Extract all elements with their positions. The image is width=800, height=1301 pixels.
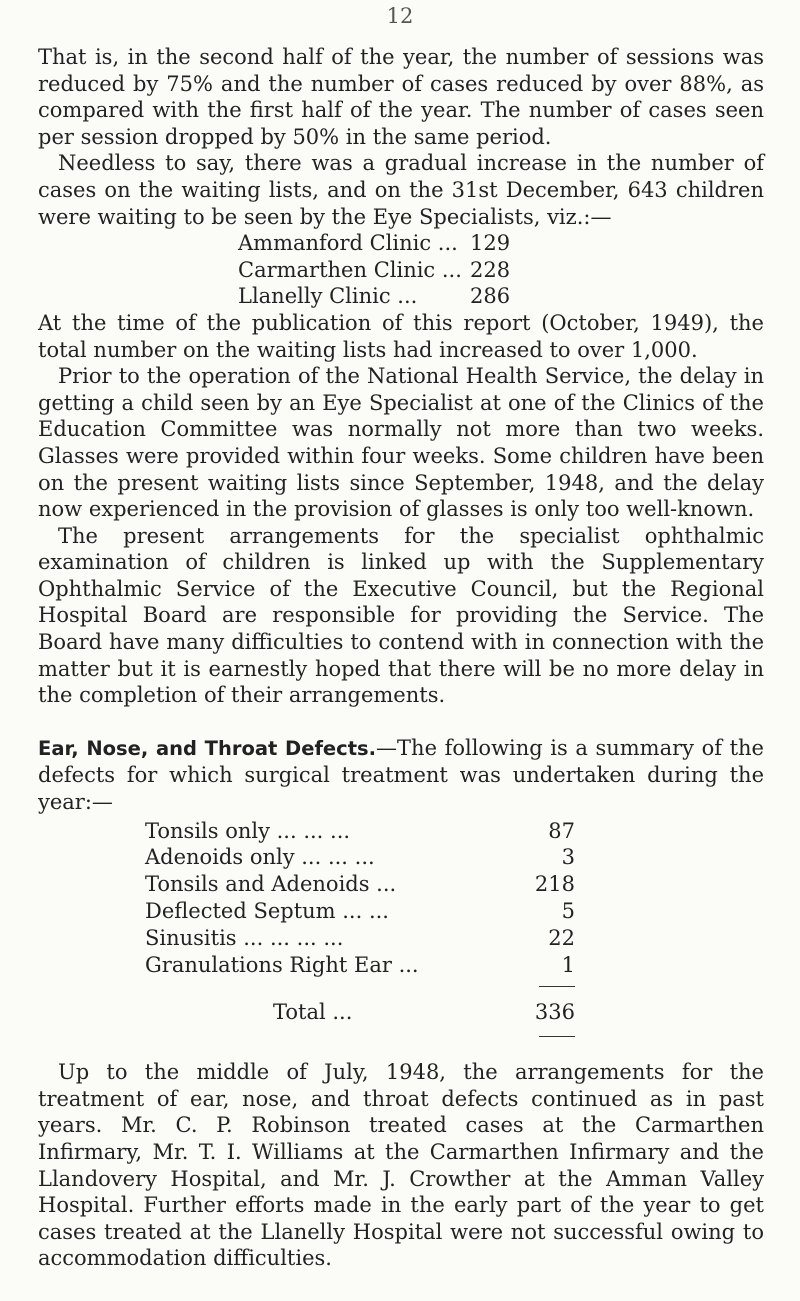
- clinic-count: 129: [470, 231, 511, 256]
- clinic-count: 228: [470, 257, 511, 282]
- clinic-name: Carmarthen Clinic ...: [238, 257, 462, 282]
- paragraph-waiting-lists: Needless to say, there was a gradual increase in the number of cases on the waiting lists, and on the 31st December, 643 children were waiting to be seen by the Eye Specialists, viz.:—: [38, 151, 764, 229]
- total-row: [145, 999, 575, 1026]
- paragraph-sessions: That is, in the second half of the year, the number of sessions was reduced by 75% and the number of cases reduced by over 88%, as compared with the first half of the year. The number of cases seen per session dropped by 50% in the same period.: [38, 45, 764, 149]
- defect-count: 3: [561, 845, 575, 870]
- paragraph-publication: At the time of the publication of this report (October, 1949), the total number on the waiting lists had increased to over 1,000.: [38, 310, 764, 362]
- total-label: Total ...: [273, 1000, 353, 1025]
- defect-count: 22: [548, 925, 575, 950]
- defect-label: Tonsils only ... ... ...: [145, 818, 351, 843]
- page-number: 12: [386, 4, 414, 28]
- clinic-row: [238, 230, 764, 257]
- table-row: [145, 898, 575, 925]
- defect-count: 1: [561, 952, 575, 977]
- defects-table: [145, 818, 575, 1038]
- table-row: [145, 871, 575, 898]
- paragraph-arrangements: The present arrangements for the specialist ophthalmic examination of children is linked up with the Supplementary Ophthalmic Service of the Executive Council, but the Regional Hospital Board are responsible for providing the Service. The Board have many difficulties to contend with in connection with the matter but it is earnestly hoped that there will be no more delay in the completion of their arrangements.: [38, 523, 764, 708]
- defect-count: 218: [534, 872, 575, 897]
- table-row: [145, 818, 575, 845]
- paragraph-ent-intro: [38, 735, 764, 816]
- defect-label: Deflected Septum ... ...: [145, 899, 389, 924]
- section-heading-ent: Ear, Nose, and Throat Defects.: [38, 736, 377, 760]
- clinic-row: [238, 257, 764, 284]
- sum-rule: [539, 986, 575, 987]
- defect-label: Granulations Right Ear ...: [145, 952, 419, 977]
- paragraph-nhs-delay: Prior to the operation of the National Health Service, the delay in getting a child seen by an Eye Specialist at one of the Clinics of the Education Committee was normally not more than two weeks. Glasses were provided within four weeks. Some children have been on the present waiting lists since September, 1948, and the delay now experienced in the provision of glasses is only too well-known.: [38, 364, 764, 522]
- paragraph-ent-treatment: Up to the middle of July, 1948, the arrangements for the treatment of ear, nose, and throat defects continued as in past years. Mr. C. P. Robinson treated cases at the Carmarthen Infirmary, Mr. T. I. Williams at the Carmarthen Infirmary and the Llandovery Hospital, and Mr. J. Crowther at the Amman Valley Hospital. Further efforts made in the early part of the year to get cases treated at the Llanelly Hospital were not successful owing to accommodation difficulties.: [38, 1060, 764, 1271]
- defect-label: Sinusitis ... ... ... ...: [145, 925, 344, 950]
- clinic-name: Ammanford Clinic ...: [238, 231, 458, 256]
- table-row: [145, 952, 575, 979]
- clinic-list: [238, 230, 764, 310]
- table-row: [145, 844, 575, 871]
- clinic-count: 286: [470, 284, 511, 309]
- table-row: [145, 925, 575, 952]
- body-text: [38, 44, 764, 1272]
- defect-count: 87: [548, 818, 575, 843]
- clinic-name: Llanelly Clinic ...: [238, 284, 418, 309]
- ent-intro-text: —The following is a summary of the defects for which surgical treatment was undertaken during the year:—: [38, 735, 764, 815]
- defect-label: Tonsils and Adenoids ...: [145, 872, 397, 897]
- total-count: 336: [534, 1000, 575, 1025]
- clinic-row: [238, 283, 764, 310]
- defect-label: Adenoids only ... ... ...: [145, 845, 375, 870]
- defect-count: 5: [561, 899, 575, 924]
